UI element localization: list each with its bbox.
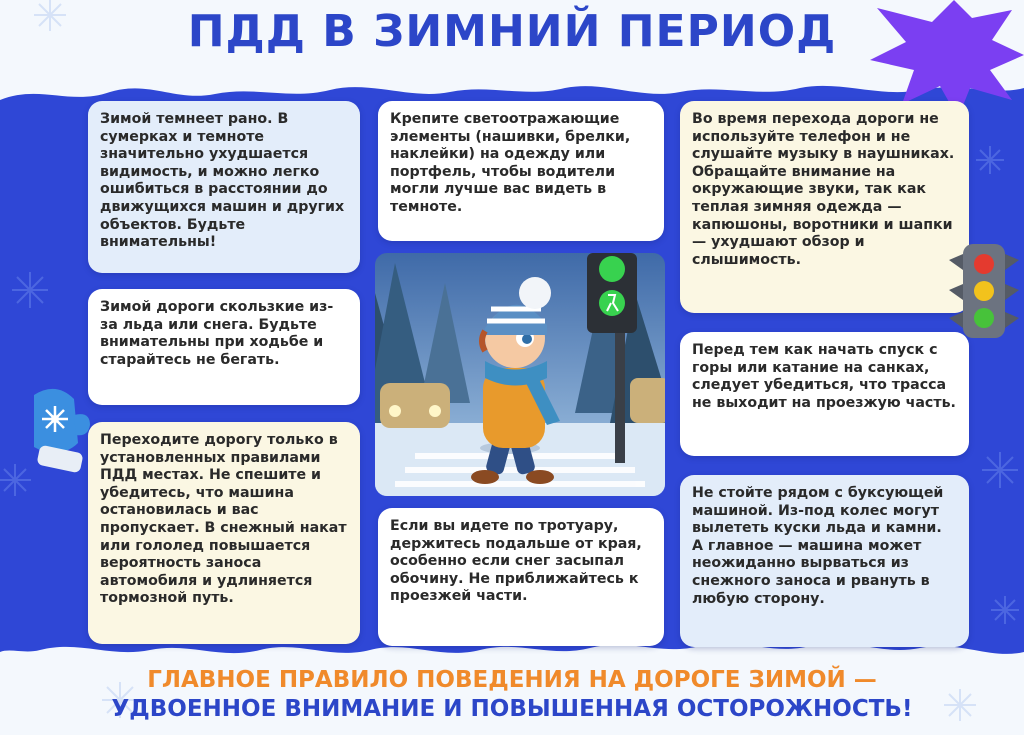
card-crossing: Переходите дорогу только в установленных правилами ПДД местах. Не спешите и убедитесь, что машина остановилась и вас пропускает. В снежный накат или гололед повышается вероятность заноса автомобиля и удлиняется тормозной путь. [88,422,360,644]
card-dark-early: Зимой темнеет рано. В сумерках и темноте значительно ухудшается видимость, и можно легко ошибиться в расстоянии до движущихся машин и других объектов. Будьте внимательны! [88,101,360,273]
illustration-boy-crossing [375,253,665,496]
card-slippery: Зимой дороги скользкие из-за льда или снега. Будьте внимательны при ходьбе и старайтесь не бегать. [88,289,360,405]
card-sidewalk: Если вы идете по тротуару, держитесь подальше от края, особенно если снег засыпал обочину. Не приближайтесь к проезжей части. [378,508,664,646]
bottom-rule-line2: УДВОЕННОЕ ВНИМАНИЕ И ПОВЫШЕННАЯ ОСТОРОЖНОСТЬ! [111,696,913,722]
poster-title: ПДД В ЗИМНИЙ ПЕРИОД [187,6,837,57]
bottom-rule-line1: ГЛАВНОЕ ПРАВИЛО ПОВЕДЕНИЯ НА ДОРОГЕ ЗИМОЙ — [147,667,877,693]
card-sledding: Перед тем как начать спуск с горы или катание на санках, следует убедиться, что трасса не выходит на проезжую часть. [680,332,969,456]
traffic-light-icon [945,240,1020,342]
mitten-icon [16,385,96,480]
card-reflectors: Крепите светоотражающие элементы (нашивки, брелки, наклейки) на одежду или портфель, чтобы водители могли лучше вас видеть в темноте. [378,101,664,241]
card-phone: Во время перехода дороги не используйте телефон и не слушайте музыку в наушниках. Обращайте внимание на окружающие звуки, так как теплая зимняя одежда — капюшоны, воротники и шапки — ухудшают обзор и слышимость. [680,101,969,313]
card-stuck-car: Не стойте рядом с буксующей машиной. Из-под колес могут вылететь куски льда и камни. А главное — машина может неожиданно вырваться из снежного заноса и рвануть в любую сторону. [680,475,969,647]
